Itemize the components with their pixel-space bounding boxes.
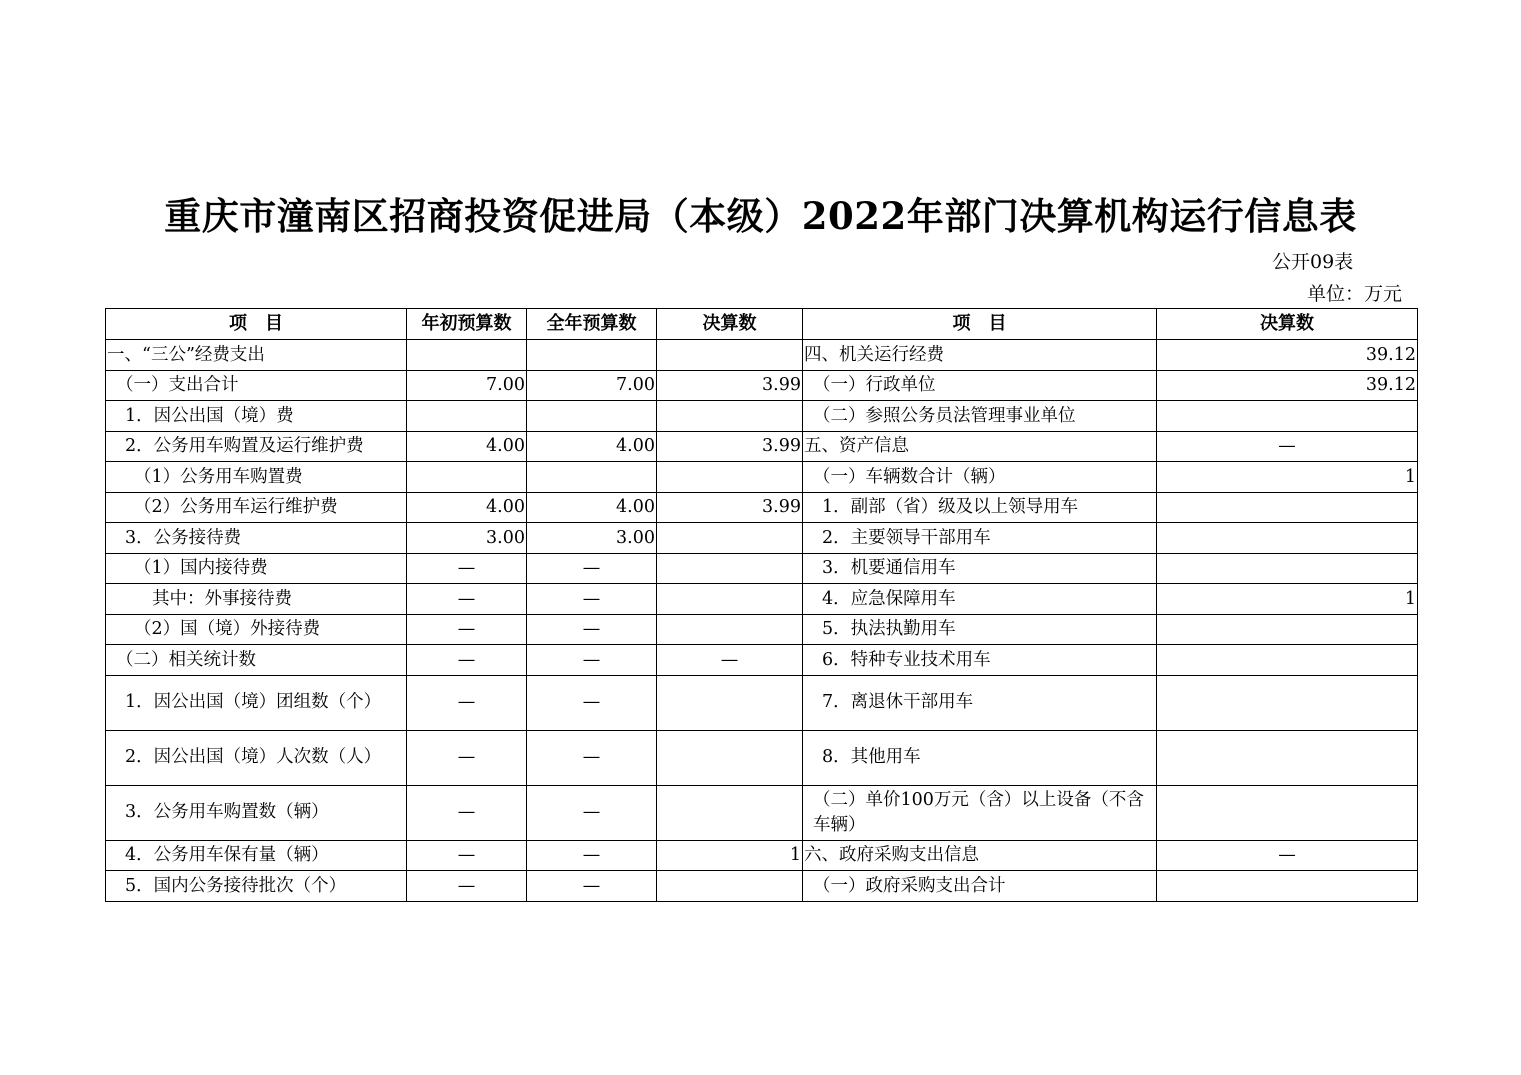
row-value — [1157, 675, 1418, 730]
row-value: 1 — [657, 840, 803, 871]
row-value — [657, 614, 803, 645]
header-item: 项 目 — [106, 309, 407, 340]
row-value: — — [407, 730, 527, 785]
row-value: 7.00 — [527, 370, 657, 401]
row-value: — — [657, 645, 803, 676]
row-value — [1157, 645, 1418, 676]
row-value: — — [527, 840, 657, 871]
row-label: 2．因公出国（境）人次数（人） — [106, 730, 407, 785]
table-header-row — [106, 309, 1418, 340]
table-row — [106, 675, 1418, 730]
row-value: — — [407, 614, 527, 645]
row-label: （2）国（境）外接待费 — [106, 614, 407, 645]
row-label-right: （一）政府采购支出合计 — [803, 871, 1157, 902]
row-label-right: 6．特种专业技术用车 — [803, 645, 1157, 676]
row-label: 5．国内公务接待批次（个） — [106, 871, 407, 902]
unit-label: 单位：万元 — [1307, 283, 1403, 305]
row-value: 39.12 — [1157, 370, 1418, 401]
table-row — [106, 523, 1418, 554]
row-value — [1157, 523, 1418, 554]
row-value: — — [527, 553, 657, 584]
row-label-right: （二）单价100万元（含）以上设备（不含车辆） — [803, 785, 1157, 840]
row-value — [657, 675, 803, 730]
row-label-right: 5．执法执勤用车 — [803, 614, 1157, 645]
table-row — [106, 730, 1418, 785]
table-row — [106, 462, 1418, 493]
table-row — [106, 645, 1418, 676]
header-final-amount-right: 决算数 — [1157, 309, 1418, 340]
row-value — [407, 462, 527, 493]
row-value: 4.00 — [527, 431, 657, 462]
row-label-right: （二）参照公务员法管理事业单位 — [803, 401, 1157, 432]
row-label: （一）支出合计 — [106, 370, 407, 401]
form-number: 公开09表 — [1272, 251, 1354, 273]
row-value: 7.00 — [407, 370, 527, 401]
row-label: 1．因公出国（境）费 — [106, 401, 407, 432]
table-row — [106, 492, 1418, 523]
row-label: 3．公务接待费 — [106, 523, 407, 554]
row-label: 3．公务用车购置数（辆） — [106, 785, 407, 840]
row-label: 1．因公出国（境）团组数（个） — [106, 675, 407, 730]
row-value — [407, 340, 527, 371]
row-value — [527, 340, 657, 371]
row-value: — — [527, 785, 657, 840]
row-value — [657, 340, 803, 371]
table-row — [106, 553, 1418, 584]
row-value — [527, 401, 657, 432]
row-value: 3.99 — [657, 431, 803, 462]
row-value — [657, 462, 803, 493]
row-value — [1157, 785, 1418, 840]
row-label: （1）公务用车购置费 — [106, 462, 407, 493]
row-value — [407, 401, 527, 432]
row-value — [1157, 871, 1418, 902]
row-label: （二）相关统计数 — [106, 645, 407, 676]
row-value: — — [527, 614, 657, 645]
table-row — [106, 340, 1418, 371]
row-value: 3.99 — [657, 370, 803, 401]
header-initial-budget: 年初预算数 — [407, 309, 527, 340]
table-row — [106, 370, 1418, 401]
row-value: — — [527, 675, 657, 730]
row-label-right: 3．机要通信用车 — [803, 553, 1157, 584]
row-value — [1157, 553, 1418, 584]
row-value — [657, 730, 803, 785]
row-value: — — [1157, 431, 1418, 462]
row-value — [657, 553, 803, 584]
row-label: 其中：外事接待费 — [106, 584, 407, 615]
table-row — [106, 401, 1418, 432]
row-label: 4．公务用车保有量（辆） — [106, 840, 407, 871]
row-value: 1 — [1157, 462, 1418, 493]
row-value: — — [407, 645, 527, 676]
row-value: — — [407, 553, 527, 584]
page-title: 重庆市潼南区招商投资促进局（本级）2022年部门决算机构运行信息表 — [164, 194, 1357, 238]
row-label: （1）国内接待费 — [106, 553, 407, 584]
header-annual-budget: 全年预算数 — [527, 309, 657, 340]
row-value — [657, 871, 803, 902]
row-value: — — [1157, 840, 1418, 871]
row-value: — — [527, 584, 657, 615]
row-value: 3.00 — [407, 523, 527, 554]
row-label: 2．公务用车购置及运行维护费 — [106, 431, 407, 462]
header-final-amount: 决算数 — [657, 309, 803, 340]
row-label-right: 7．离退休干部用车 — [803, 675, 1157, 730]
row-value: 3.00 — [527, 523, 657, 554]
row-value — [1157, 614, 1418, 645]
row-label-right: 2．主要领导干部用车 — [803, 523, 1157, 554]
table-body — [106, 340, 1418, 902]
row-value: 1 — [1157, 584, 1418, 615]
row-label-right: 4．应急保障用车 — [803, 584, 1157, 615]
row-value — [1157, 730, 1418, 785]
row-label: 一、“三公”经费支出 — [106, 340, 407, 371]
table-row — [106, 871, 1418, 902]
row-value: — — [407, 785, 527, 840]
row-value: — — [407, 840, 527, 871]
row-value — [657, 401, 803, 432]
row-value — [1157, 401, 1418, 432]
row-label-right: 四、机关运行经费 — [803, 340, 1157, 371]
row-value: — — [527, 871, 657, 902]
row-label-right: （一）行政单位 — [803, 370, 1157, 401]
row-label-right: 五、资产信息 — [803, 431, 1157, 462]
table-row — [106, 840, 1418, 871]
info-table — [105, 308, 1418, 902]
row-value — [657, 785, 803, 840]
row-label-right: 六、政府采购支出信息 — [803, 840, 1157, 871]
table-row — [106, 614, 1418, 645]
row-value: 3.99 — [657, 492, 803, 523]
row-value: 4.00 — [407, 431, 527, 462]
row-value — [1157, 492, 1418, 523]
header-item-right: 项 目 — [803, 309, 1157, 340]
row-value: — — [527, 645, 657, 676]
row-value: 4.00 — [527, 492, 657, 523]
row-value: 4.00 — [407, 492, 527, 523]
row-label-right: 8．其他用车 — [803, 730, 1157, 785]
row-label: （2）公务用车运行维护费 — [106, 492, 407, 523]
row-value: — — [407, 584, 527, 615]
table-row — [106, 431, 1418, 462]
row-value: — — [527, 730, 657, 785]
row-value: — — [407, 675, 527, 730]
row-value — [657, 584, 803, 615]
table-row — [106, 584, 1418, 615]
row-label-right: （一）车辆数合计（辆） — [803, 462, 1157, 493]
row-value — [527, 462, 657, 493]
row-value: 39.12 — [1157, 340, 1418, 371]
table-row — [106, 785, 1418, 840]
row-value — [657, 523, 803, 554]
row-value: — — [407, 871, 527, 902]
row-label-right: 1．副部（省）级及以上领导用车 — [803, 492, 1157, 523]
